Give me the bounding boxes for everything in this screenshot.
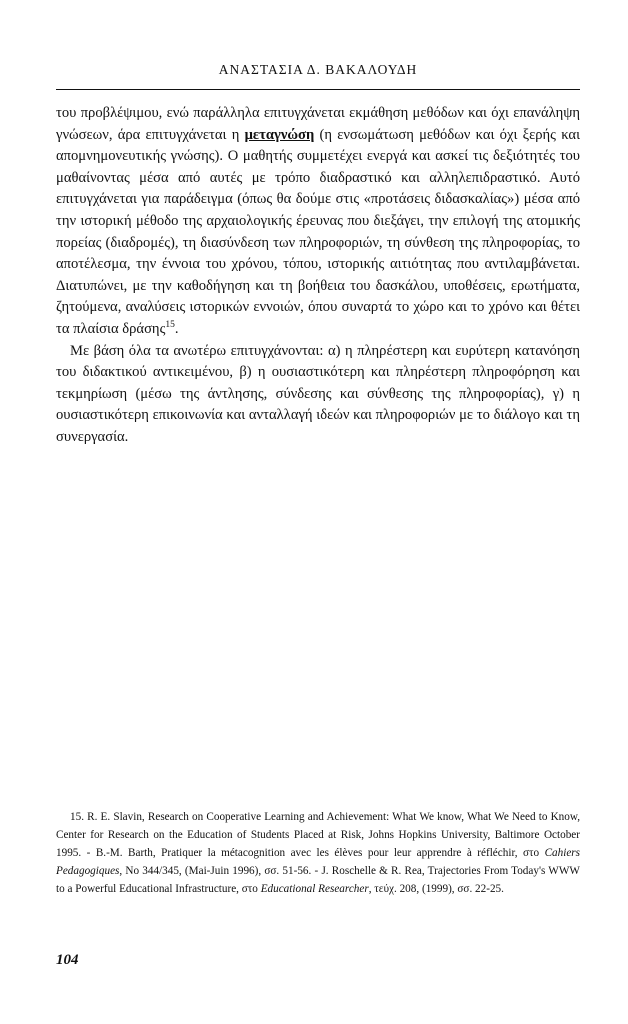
paragraph-1-text-b: (η ενσωμάτωση μεθόδων και όχι ξερής και απομνημονευτικής γνώσης). Ο μαθητής συμμετέχει ενεργά και ασκεί τις δεξιότητές του μαθαίνοντας μέσα από αυτές με τρόπο διαδραστικό και αλληλεπιδραστικό. Αυτό επιτυγχάνεται για παράδειγμα (όπως θα δούμε στις «προτάσεις διδασκαλίας») μέσα από την ιστορική μέθοδο της αρχαιολογικής έρευνας που διεξάγει, την επιλογή της ατομικής πορείας (διαδρομές), τη διασύνδεση των πληροφοριών, τη σύνθεση της πληροφορίας, το αποτέλεσμα, την έννοια του χρόνου, τόπου, ιστορικής αιτιότητας που αντιλαμβάνεται. Διατυπώνει, με την καθοδήγηση και τη βοήθεια του δασκάλου, υποθέσεις, ερωτήματα, ζητούμενα, αναλύσεις ιστορικών εννοιών, όπου συναρτά το χώρο και το χρόνο και θέτει τα πλαίσια δράσης	[56, 126, 580, 337]
footnote-part-1: R. E. Slavin, Research on Cooperative Learning and Achievement: What We know, What We Need to Know, Center for Research on the Education of Students Placed at Risk, Johns Hopkins University, Baltimore October 1995. - B.-M. Barth, Pratiquer la métacognition avec les élèves pour leur apprendre à réfléchir, στο	[56, 811, 580, 859]
running-head: ΑΝΑΣΤΑΣΙΑ Δ. ΒΑΚΑΛΟΥΔΗ	[218, 62, 418, 77]
body-text	[56, 103, 580, 449]
key-term-metacognition: μεταγνώση	[244, 126, 315, 143]
footnote-15	[56, 808, 580, 898]
footnote-journal-2: Educational Researcher	[260, 883, 369, 895]
paragraph-1-text-a: του προβλέψιμου, ενώ παράλληλα επιτυγχάνεται εκμάθηση μεθόδων και όχι επανάληψη γνώσεων, άρα επιτυγχάνεται η	[56, 105, 580, 143]
footnote-journal-1: Cahiers Pedagogiques	[56, 847, 580, 877]
paragraph-1	[56, 103, 580, 341]
page-number: 104	[56, 952, 79, 968]
footnote-reference[interactable]: 15	[165, 320, 175, 331]
footnote-part-3: , τεύχ. 208, (1999), σσ. 22-25.	[368, 883, 504, 895]
paragraph-2: Με βάση όλα τα ανωτέρω επιτυγχάνονται: α) η πληρέστερη και ευρύτερη κατανόηση του διδακτικού αντικειμένου, β) η ουσιαστικότερη και πληρέστερη πληροφόρηση και τεκμηρίωση (μέσω της άντλησης, σύνδεσης και σύνθεσης της πληροφορίας), γ) η ουσιαστικότερη επικοινωνία και ανταλλαγή ιδεών και πληροφοριών με το διάλογο και τη συνεργασία.	[56, 342, 580, 445]
header-rule	[56, 89, 580, 90]
paragraph-1-end: .	[174, 320, 179, 337]
footnote-number: 15.	[70, 811, 84, 823]
footnote-text	[56, 808, 580, 898]
footnote-part-2: , No 344/345, (Mai-Juin 1996), σσ. 51-56. - J. Roschelle & R. Rea, Trajectories From Today's WWW to a Powerful Educational Infrastructure, στο	[56, 865, 580, 895]
